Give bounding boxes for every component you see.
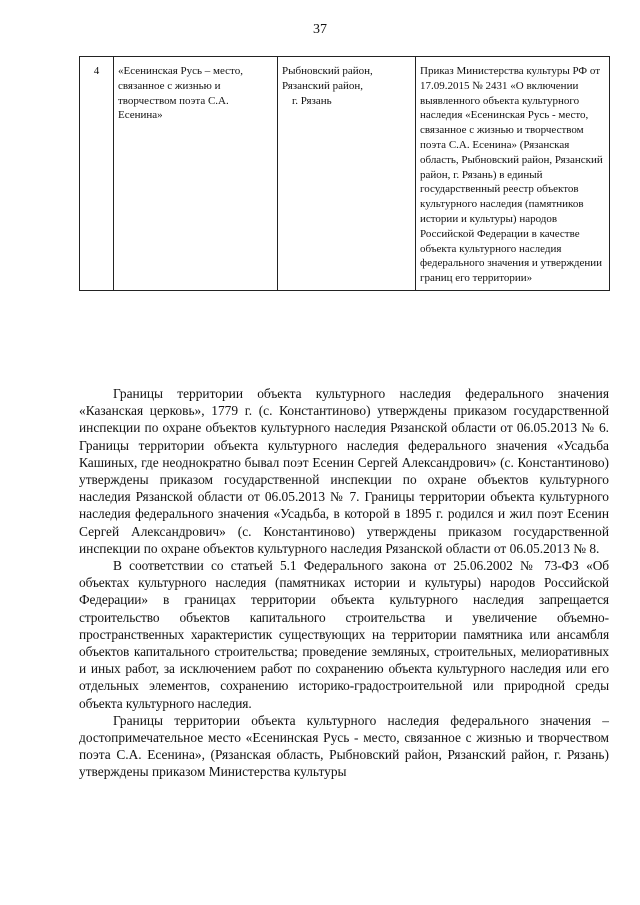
location-line: Рязанский район, — [282, 79, 364, 92]
paragraph-federal-law-restrictions: В соответствии со статьей 5.1 Федерального закона от 25.06.2002 № 73-ФЗ «Об объектах культурного наследия (памятниках истории и культуры) народов Российской Федерации» в границах территории объекта культурного наследия запрещается строительство объектов капитального строительства и увеличение объемно-пространственных характеристик существующих на территории памятника или ансамбля объектов капитального строительства; проведение земляных, строительных, мелиоративных и иных работ, за исключением работ по сохранению объекта культурного наследия или его отдельных элементов, сохранению историко-градостроительной или природной среды объекта культурного наследия. — [79, 558, 609, 711]
page-number: 37 — [313, 22, 327, 37]
object-name-cell: «Есенинская Русь – место, связанное с жизнью и творчеством поэта С.А. Есенина» — [114, 57, 278, 291]
location-cell — [278, 57, 416, 291]
row-number-cell: 4 — [80, 57, 114, 291]
table-row — [80, 57, 610, 291]
paragraph-esenin-rus-boundaries: Границы территории объекта культурного наследия федерального значения – достопримечательное место «Есенинская Русь - место, связанное с жизнью и творчеством поэта С.А. Есенина», (Рязанская область, Рыбновский район, Рязанский район, г. Рязань) утверждены приказом Министерства культуры — [79, 712, 609, 780]
paragraph-boundaries-konstantinovo: Границы территории объекта культурного наследия федерального значения «Казанская церковь», 1779 г. (с. Константиново) утверждены приказом государственной инспекции по охране объектов культурного наследия Рязанской области от 06.05.2013 № 6. Границы территории объекта культурного наследия федерального значения «Усадьба Кашиных, где неоднократно бывал поэт Есенин Сергей Александрович» (с. Константиново) утверждены приказом государственной инспекции по охране объектов культурного наследия Рязанской области от 06.05.2013 № 7. Границы территории объекта культурного наследия федерального значения «Усадьба, в которой в 1895 г. родился и жил поэт Есенин Сергей Александрович» (с. Константиново) утверждены приказом государственной инспекции по охране объектов культурного наследия Рязанской области от 06.05.2013 № 8. — [79, 386, 609, 556]
location-line: Рыбновский район, — [282, 65, 373, 77]
body-text — [79, 385, 609, 781]
location-line: г. Рязань — [292, 94, 332, 107]
heritage-objects-table — [79, 56, 610, 291]
approving-document-cell: Приказ Министерства культуры РФ от 17.09.2015 № 2431 «О включении выявленного объекта культурного наследия «Есенинская Русь - место, связанное с жизнью и творчеством поэта С.А. Есенина» (Рязанская область, Рыбновский район, Рязанский район, г. Рязань) в единый государственный реестр объектов культурного наследия (памятников истории и культуры) народов Российской Федерации в качестве объекта культурного наследия федерального значения и утверждении границ его территории» — [416, 57, 610, 291]
